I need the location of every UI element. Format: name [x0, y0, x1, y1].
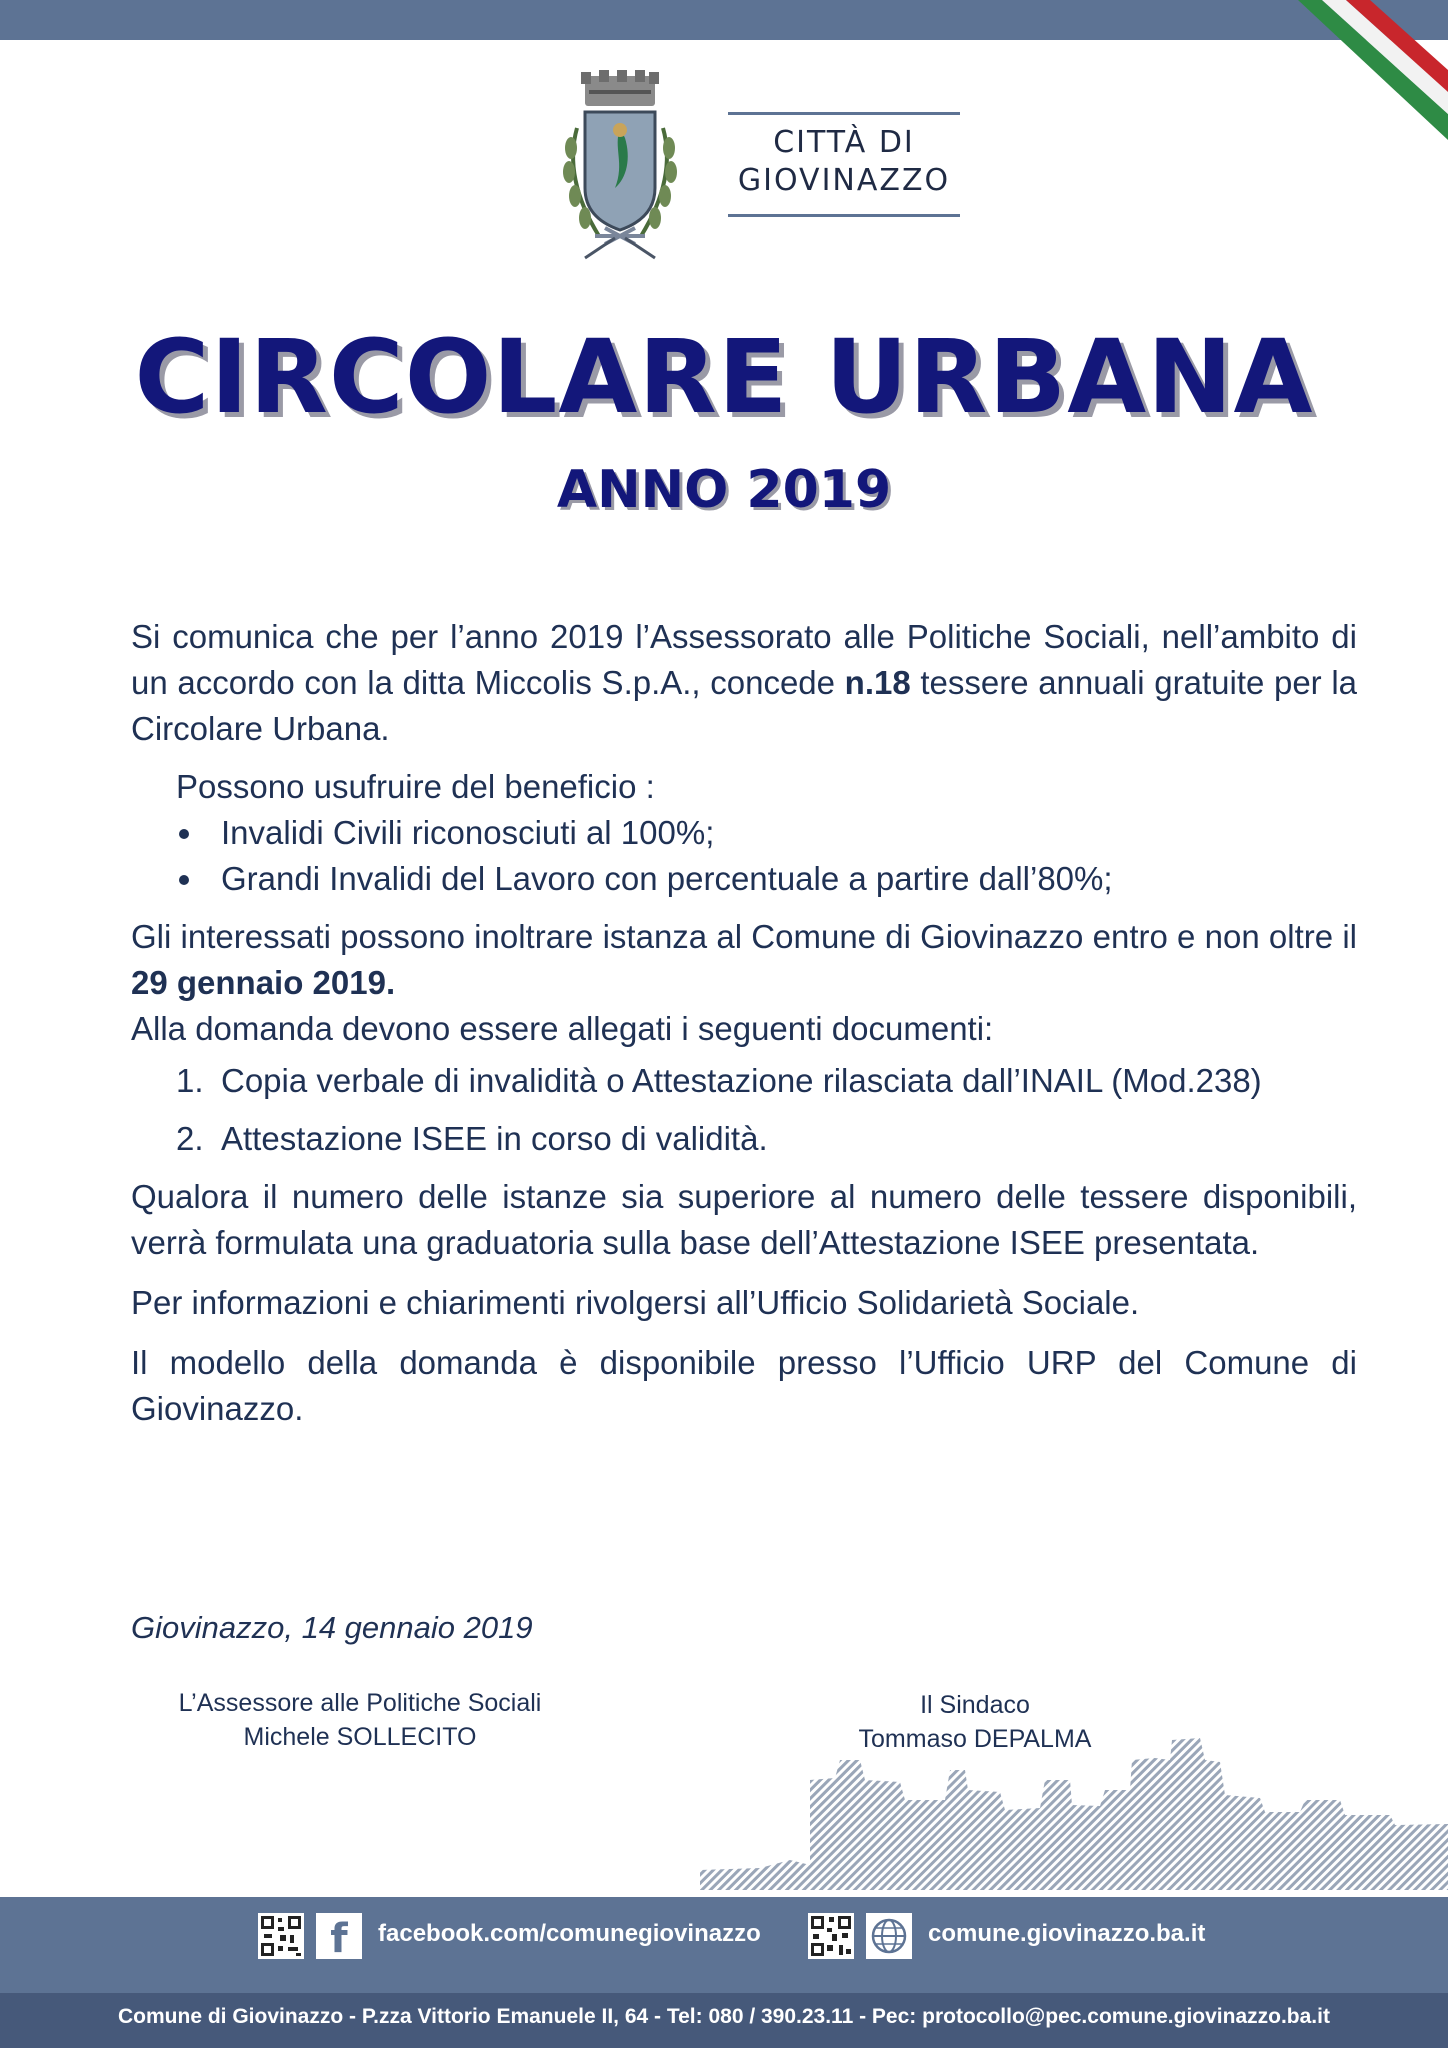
signature-name: Michele SOLLECITO — [243, 1723, 477, 1751]
notice-body — [131, 614, 1357, 1432]
city-name-line1: CITTÀ DI — [773, 125, 915, 160]
notice-title: CIRCOLARE URBANA — [134, 318, 1314, 437]
top-bar — [0, 0, 1448, 40]
signature-assessor — [150, 1686, 570, 1754]
intro-text-1: Si comunica che per l’anno 2019 l’Assessorato alle Politiche Sociali, nell’ambito di un accordo con la ditta Miccolis S.p.A., concede — [131, 618, 1357, 701]
intro-text-2: tessere annuali gratuite per la Circolare Urbana. — [131, 664, 1358, 747]
deadline-text: Gli interessati possono inoltrare istanza al Comune di Giovinazzo entro e non oltre il — [131, 918, 1357, 955]
signature-role: Il Sindaco — [920, 1691, 1030, 1719]
document-number: 1. — [176, 1062, 204, 1099]
facebook-link[interactable]: facebook.com/comunegiovinazzo — [378, 1920, 761, 1947]
signature-name: Tommaso DEPALMA — [858, 1725, 1092, 1753]
city-skyline-graphic — [700, 1720, 1448, 1890]
footer-address-bar — [0, 1993, 1448, 2048]
globe-icon[interactable] — [866, 1913, 912, 1959]
beneficiaries-heading: Possono usufruire del beneficio : — [176, 768, 655, 805]
place-date: Giovinazzo, 14 gennaio 2019 — [131, 1610, 533, 1645]
city-name — [728, 124, 960, 200]
info-paragraph: Per informazioni e chiarimenti rivolgersi all’Ufficio Solidarietà Sociale. — [131, 1284, 1140, 1321]
city-name-bottom-rule — [728, 214, 960, 217]
city-name-line2: GIOVINAZZO — [737, 163, 951, 198]
ranking-paragraph: Qualora il numero delle istanze sia superiore al numero delle tessere disponibili, verrà formulata una graduatoria sulla base dell’Attestazione ISEE presentata. — [131, 1178, 1357, 1261]
qr-code-icon — [258, 1913, 304, 1959]
form-paragraph: Il modello della domanda è disponibile presso l’Ufficio URP del Comune di Giovinazzo. — [131, 1344, 1357, 1427]
city-crest-emblem — [555, 68, 685, 268]
intro-paragraph — [131, 614, 1357, 752]
document-text: Copia verbale di invalidità o Attestazione rilasciata dall’INAIL (Mod.238) — [221, 1062, 1262, 1099]
city-name-top-rule — [728, 112, 960, 115]
italian-flag-corner — [1298, 0, 1448, 140]
document-item — [176, 1116, 1357, 1162]
document-number: 2. — [176, 1120, 204, 1157]
deadline-paragraph — [131, 914, 1357, 1006]
beneficiary-item: Invalidi Civili riconosciuti al 100%; — [176, 810, 1357, 856]
facebook-icon[interactable]: f — [316, 1913, 362, 1959]
footer-address: Comune di Giovinazzo - P.zza Vittorio Emanuele II, 64 - Tel: 080 / 390.23.11 - Pec: protocollo@pec.comune.giovinazzo.ba.it — [118, 2005, 1330, 2028]
document-item — [176, 1058, 1357, 1104]
deadline-date: 29 gennaio 2019. — [131, 964, 396, 1001]
document-text: Attestazione ISEE in corso di validità. — [221, 1120, 768, 1157]
documents-heading: Alla domanda devono essere allegati i seguenti documenti: — [131, 1010, 994, 1047]
notice-subtitle: ANNO 2019 — [556, 460, 892, 520]
city-name-block — [728, 112, 960, 220]
beneficiary-item: Grandi Invalidi del Lavoro con percentuale a partire dall’80%; — [176, 856, 1357, 902]
beneficiaries-list — [131, 810, 1357, 902]
documents-list — [131, 1058, 1357, 1162]
qr-code-icon — [808, 1913, 854, 1959]
signature-role: L’Assessore alle Politiche Sociali — [178, 1689, 542, 1717]
intro-card-count: n.18 — [844, 664, 911, 701]
website-link[interactable]: comune.giovinazzo.ba.it — [928, 1920, 1206, 1947]
